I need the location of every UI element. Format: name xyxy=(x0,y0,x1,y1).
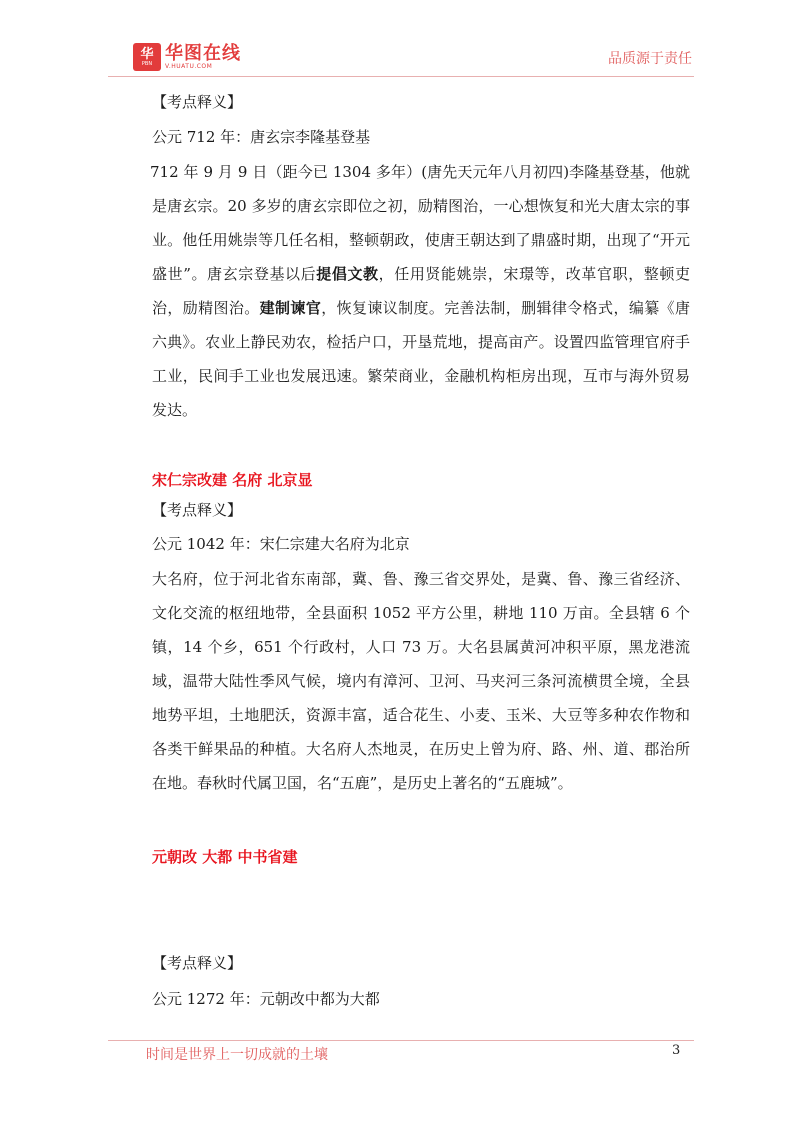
s2-section-title: 宋仁宗改建 名府 北京显 xyxy=(152,471,313,489)
s1-emphasis-2: 建制谏官 xyxy=(259,299,322,317)
s2-date-line: 公元 1042 年：宋仁宗建大名府为北京 xyxy=(152,535,410,553)
s1-bracket-heading: 【考点释义】 xyxy=(152,93,243,111)
footer-divider xyxy=(108,1040,694,1041)
page-number: 3 xyxy=(672,1043,681,1058)
s2-bracket-heading: 【考点释义】 xyxy=(152,501,243,519)
s3-section-title: 元朝改 大都 中书省建 xyxy=(152,848,298,866)
s3-date-line: 公元 1272 年：元朝改中都为大都 xyxy=(152,990,380,1008)
header-slogan: 品质源于责任 xyxy=(608,51,692,67)
logo-url: V.HUATU.COM xyxy=(165,63,213,70)
s1-emphasis-1: 提倡文教 xyxy=(316,265,379,283)
logo-mark-icon: 华 PBN xyxy=(133,43,161,71)
s1-paragraph: 712 年 9 月 9 日（距今已 1304 多年）(唐先天元年八月初四)李隆基登基，他就是唐玄宗。20 多岁的唐玄宗即位之初，励精图治，一心想恢复和光大唐太宗的事业。他任用姚崇等几任名相，整顿朝政，使唐王朝达到了鼎盛时期，出现了“开元盛世”。唐玄宗登基以后提倡文教，任用贤能姚崇，宋璟等，改革官职，整顿吏治，励精图治。建制谏官，恢复谏议制度。完善法制，删辑律令格式，编纂《唐六典》。农业上静民劝农，检括户口，开垦荒地，提高亩产。设置四监管理官府手工业，民间手工业也发展迅速。繁荣商业，金融机构柜房出现，互市与海外贸易发达。 xyxy=(150,163,690,419)
s3-bracket-heading: 【考点释义】 xyxy=(152,954,243,972)
page-header xyxy=(108,38,694,78)
document-body xyxy=(152,90,690,1011)
footer-motto: 时间是世界上一切成就的土壤 xyxy=(146,1047,328,1063)
logo-name: 华图在线 xyxy=(165,43,241,64)
s2-paragraph: 大名府，位于河北省东南部，冀、鲁、豫三省交界处，是冀、鲁、豫三省经济、文化交流的枢纽地带，全县面积 1052 平方公里，耕地 110 万亩。全县辖 6 个镇，14 个乡，651 个行政村，人口 73 万。大名县属黄河冲积平原，黑龙港流域，温带大陆性季风气候，境内有漳河、卫河、马夹河三条河流横贯全境，全县地势平坦，土地肥沃，资源丰富，适合花生、小麦、玉米、大豆等多种农作物和各类干鲜果品的种植。大名府人杰地灵，在历史上曾为府、路、州、道、郡治所在地。春秋时代属卫国，名“五鹿”，是历史上著名的“五鹿城”。 xyxy=(152,570,690,792)
s1-date-line: 公元 712 年：唐玄宗李隆基登基 xyxy=(152,128,371,146)
header-divider xyxy=(108,76,694,77)
huatu-logo xyxy=(133,42,241,72)
